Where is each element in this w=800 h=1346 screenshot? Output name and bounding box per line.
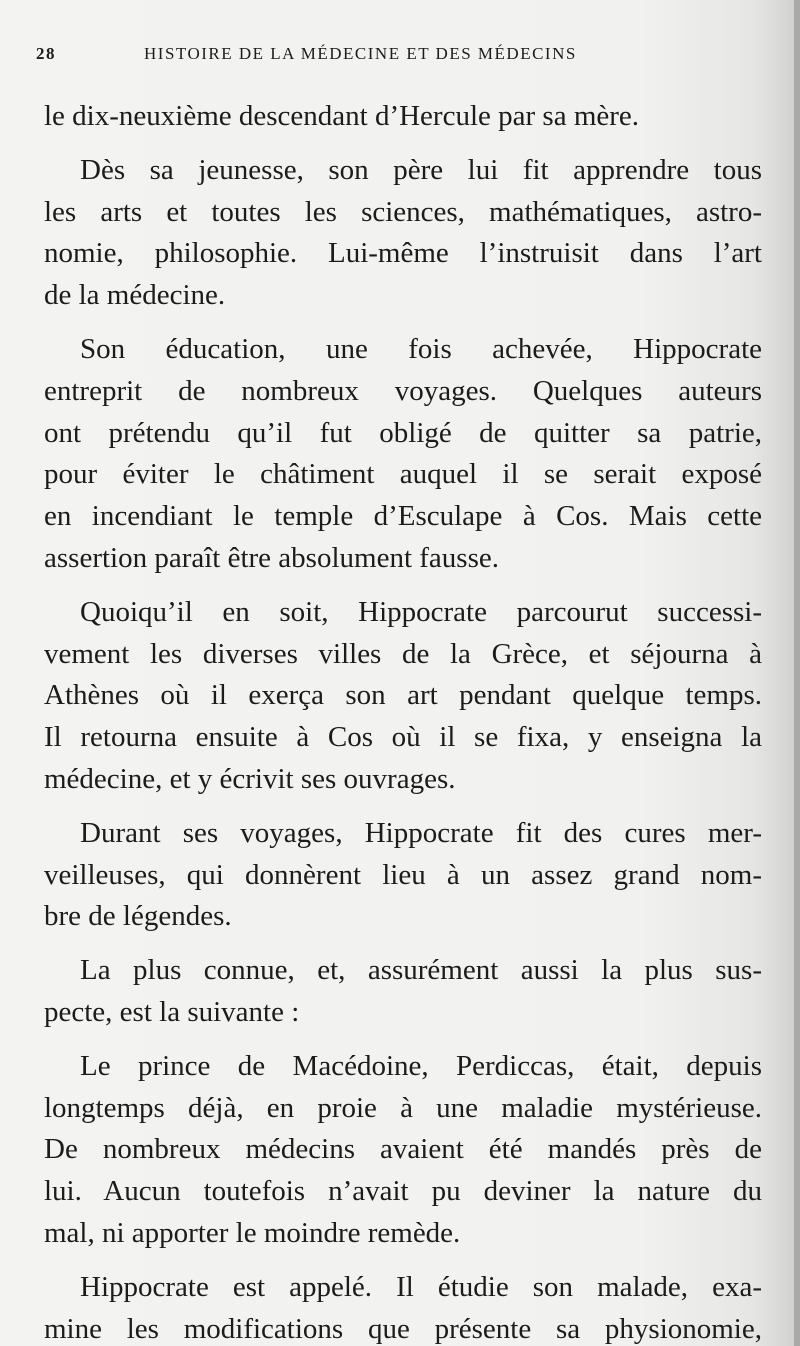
text-line: longtemps déjà, en proie à une maladie mystérieuse.	[44, 1091, 762, 1124]
text-line: assertion paraît être absolument fausse.	[44, 541, 499, 574]
text-line: nomie, philosophie. Lui-même l’instruisit dans l’art	[44, 237, 762, 270]
text-line: Dès sa jeunesse, son père lui fit apprendre tous	[80, 153, 762, 186]
text-line: Quoiqu’il en soit, Hippocrate parcourut successi-	[80, 595, 762, 628]
paragraph	[44, 96, 762, 138]
text-line: La plus connue, et, assurément aussi la plus sus-	[80, 954, 762, 987]
paragraph	[44, 329, 762, 580]
page-number: 28	[36, 44, 56, 63]
text-line: Athènes où il exerça son art pendant quelque temps.	[44, 679, 762, 712]
text-line: Son éducation, une fois achevée, Hippocrate	[80, 332, 762, 365]
text-line: mal, ni apporter le moindre remède.	[44, 1216, 461, 1249]
text-line: pecte, est la suivante :	[44, 995, 300, 1028]
text-line: médecine, et y écrivit ses ouvrages.	[44, 762, 456, 795]
text-line: vement les diverses villes de la Grèce, et séjourna à	[44, 637, 762, 670]
text-line: veilleuses, qui donnèrent lieu à un assez grand nom-	[44, 858, 762, 891]
text-line: entreprit de nombreux voyages. Quelques auteurs	[44, 374, 762, 407]
text-line: mine les modifications que présente sa physionomie,	[44, 1312, 762, 1345]
paragraph	[44, 813, 762, 938]
text-line: De nombreux médecins avaient été mandés près de	[44, 1133, 762, 1166]
paragraph	[44, 1046, 762, 1255]
text-line: le dix-neuxième descendant d’Hercule par sa mère.	[44, 100, 640, 132]
text-line: Le prince de Macédoine, Perdiccas, était, depuis	[80, 1049, 762, 1082]
text-line: ont prétendu qu’il fut obligé de quitter sa patrie,	[44, 416, 762, 449]
text-line: Il retourna ensuite à Cos où il se fixa, y enseigna la	[44, 721, 762, 754]
paragraph	[44, 1267, 762, 1346]
running-head: HISTOIRE DE LA MÉDECINE ET DES MÉDECINS	[144, 44, 577, 63]
text-line: de la médecine.	[44, 279, 226, 312]
text-line: en incendiant le temple d’Esculape à Cos. Mais cette	[44, 500, 762, 533]
paragraph	[44, 592, 762, 801]
text-line: bre de légendes.	[44, 900, 232, 933]
text-line: les arts et toutes les sciences, mathématiques, astro-	[44, 195, 762, 228]
text-line: pour éviter le châtiment auquel il se serait exposé	[44, 458, 762, 491]
text-line: Hippocrate est appelé. Il étudie son malade, exa-	[80, 1270, 762, 1303]
body-text	[44, 96, 762, 1346]
text-line: lui. Aucun toutefois n’avait pu deviner la nature du	[44, 1175, 762, 1208]
page-header	[36, 44, 756, 76]
paragraph	[44, 150, 762, 317]
text-line: Durant ses voyages, Hippocrate fit des cures mer-	[80, 816, 762, 849]
paragraph	[44, 950, 762, 1034]
